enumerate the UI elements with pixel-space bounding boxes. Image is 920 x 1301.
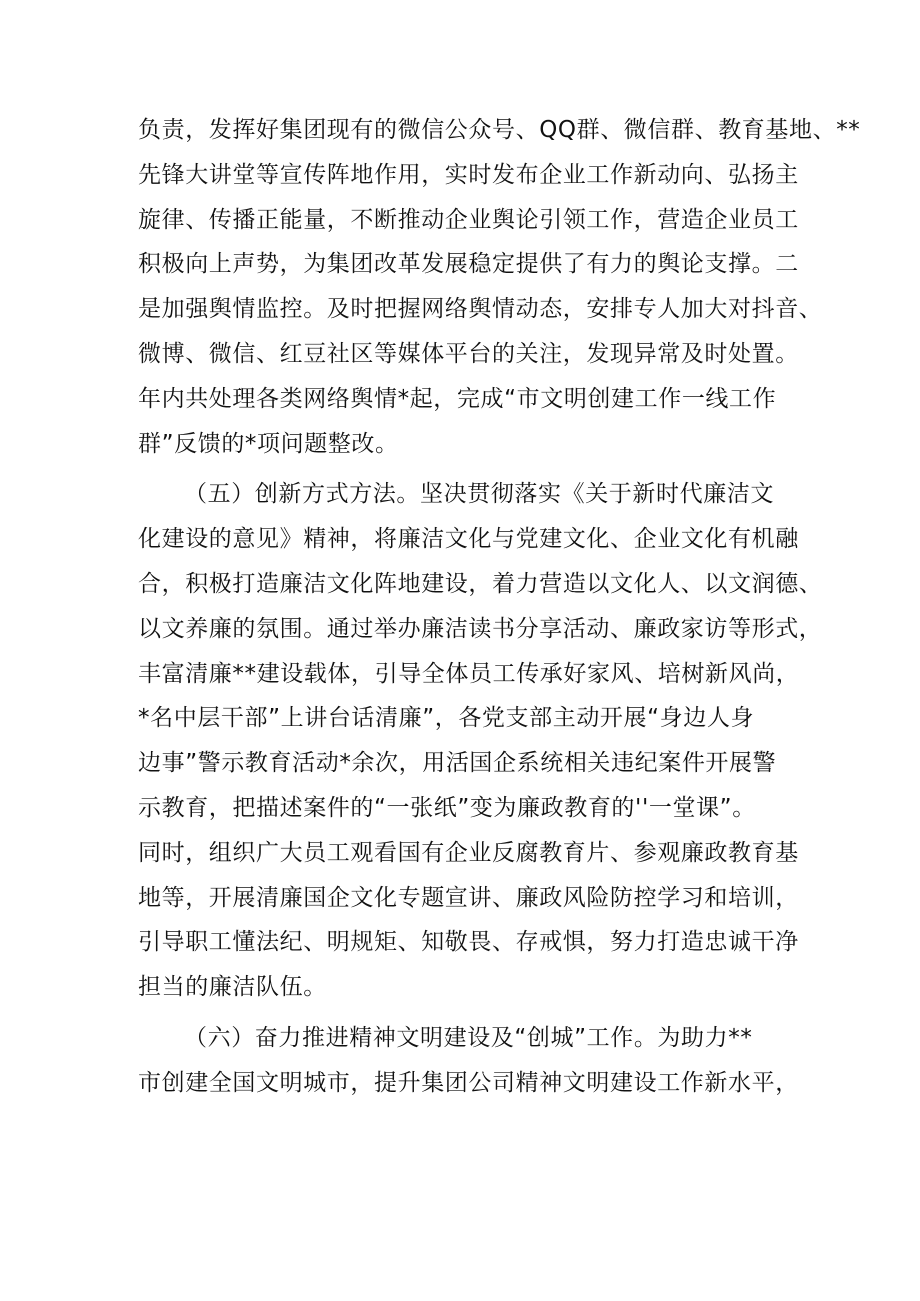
text-line: 担当的廉洁队伍。 — [138, 974, 327, 1001]
text-line: 合，积极打造廉洁文化阵地建设，着力营造以文化人、以文润德、 — [138, 570, 823, 597]
text-line: 负责，发挥好集团现有的微信公众号、QQ群、微信群、教育基地、** — [138, 117, 861, 143]
text-line: 群”反馈的*项问题整改。 — [138, 430, 399, 457]
text-line: 积极向上声势，为集团改革发展稳定提供了有力的舆论支撑。二 — [138, 251, 799, 278]
text-line: 先锋大讲堂等宣传阵地作用，实时发布企业工作新动向、弘扬主 — [138, 161, 799, 188]
body-text — [138, 108, 861, 1106]
text-line: 微博、微信、红豆社区等媒体平台的关注，发现异常及时处置。 — [138, 340, 799, 367]
text-line: 市创建全国文明城市，提升集团公司精神文明建设工作新水平， — [138, 1069, 799, 1096]
text-line: 同时，组织广大员工观看国有企业反腐教育片、参观廉政教育基 — [138, 839, 799, 866]
text-line: 示教育，把描述案件的“一张纸”变为廉政教育的''一堂课”。 — [138, 794, 756, 821]
text-line: 地等，开展清廉国企文化专题宣讲、廉政风险防控学习和培训， — [138, 884, 799, 911]
text-line: 边事”警示教育活动*余次，用活国企系统相关违纪案件开展警 — [138, 750, 777, 777]
text-line: 化建设的意见》精神，将廉洁文化与党建文化、企业文化有机融 — [138, 526, 799, 553]
paragraph-heading-five: （五）创新方式方法。坚决贯彻落实《关于新时代廉洁文 — [184, 481, 774, 508]
text-line: 丰富清廉**建设载体，引导全体员工传承好家风、培树新风尚， — [138, 660, 800, 687]
text-line: 年内共处理各类网络舆情*起，完成“市文明创建工作一线工作 — [138, 385, 777, 412]
text-line: 以文养廉的氛围。通过举办廉洁读书分享活动、廉政家访等形式， — [138, 615, 823, 642]
paragraph-heading-six: （六）奋力推进精神文明建设及“创城”工作。为助力** — [184, 1024, 753, 1051]
text-line: *名中层干部”上讲台话清廉”，各党支部主动开展“身边人身 — [138, 705, 755, 732]
text-line: 是加强舆情监控。及时把握网络舆情动态，安排专人加大对抖音、 — [138, 296, 823, 323]
text-line: 旋律、传播正能量，不断推动企业舆论引领工作，营造企业员工 — [138, 206, 799, 233]
text-line: 引导职工懂法纪、明规矩、知敬畏、存戒惧，努力打造忠诚干净 — [138, 929, 799, 956]
